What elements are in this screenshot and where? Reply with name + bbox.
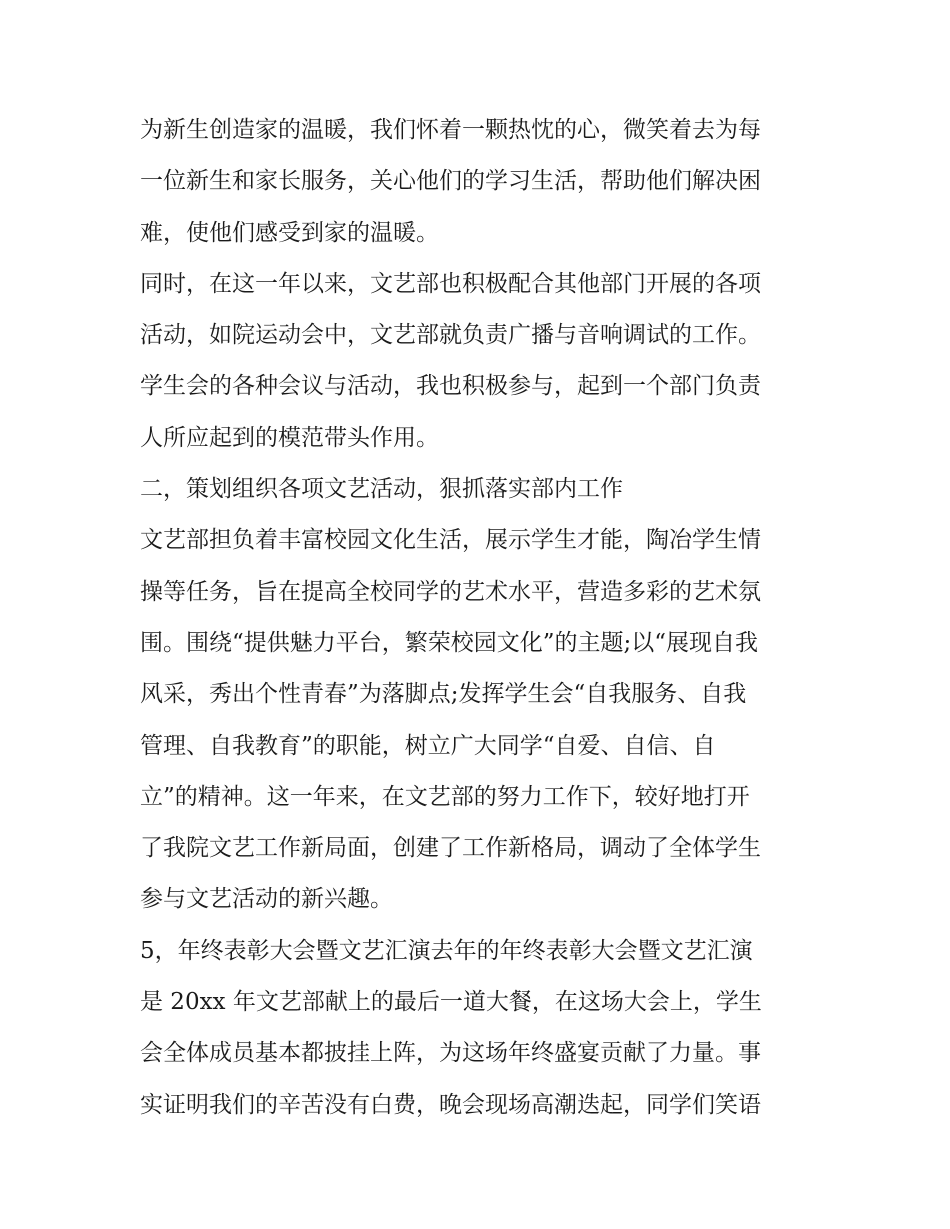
text-line: 参与文艺活动的新兴趣。 <box>140 886 393 913</box>
text-line: 是 20xx 年文艺部献上的最后一道大餐，在这场大会上，学生 <box>140 989 762 1016</box>
text-line: 一位新生和家长服务，关心他们的学习生活，帮助他们解决困 <box>140 168 761 195</box>
text-line: 围。围绕“提供魅力平台，繁荣校园文化”的主题;以“展现自我 <box>140 629 759 656</box>
text-line: 学生会的各种会议与活动，我也积极参与，起到一个部门负责 <box>140 373 761 400</box>
text-line: 文艺部担负着丰富校园文化生活，展示学生才能，陶冶学生情 <box>140 527 761 554</box>
text-line: 立”的精神。这一年来，在文艺部的努力工作下，较好地打开 <box>140 783 750 810</box>
text-line: 同时，在这一年以来，文艺部也积极配合其他部门开展的各项 <box>140 270 761 297</box>
text-line: 了我院文艺工作新局面，创建了工作新格局，调动了全体学生 <box>140 835 761 862</box>
text-line: 操等任务，旨在提高全校同学的艺术水平，营造多彩的艺术氛 <box>140 578 761 605</box>
text-line: 难，使他们感受到家的温暖。 <box>140 219 439 246</box>
text-line: 实证明我们的辛苦没有白费，晚会现场高潮迭起，同学们笑语 <box>140 1091 761 1118</box>
text-line: 5，年终表彰大会暨文艺汇演去年的年终表彰大会暨文艺汇演 <box>140 937 753 964</box>
document-body <box>140 105 815 1131</box>
section-heading: 二，策划组织各项文艺活动，狠抓落实部内工作 <box>140 476 623 503</box>
text-line: 管理、自我教育”的职能，树立广大同学“自爱、自信、自 <box>140 732 716 759</box>
text-line: 风采，秀出个性青春”为落脚点;发挥学生会“自我服务、自我 <box>140 681 747 708</box>
text-line: 人所应起到的模范带头作用。 <box>140 424 439 451</box>
text-line: 会全体成员基本都披挂上阵，为这场年终盛宴贡献了力量。事 <box>140 1040 761 1067</box>
text-line: 活动，如院运动会中，文艺部就负责广播与音响调试的工作。 <box>140 322 761 349</box>
text-line: 为新生创造家的温暖，我们怀着一颗热忱的心，微笑着去为每 <box>140 117 761 143</box>
